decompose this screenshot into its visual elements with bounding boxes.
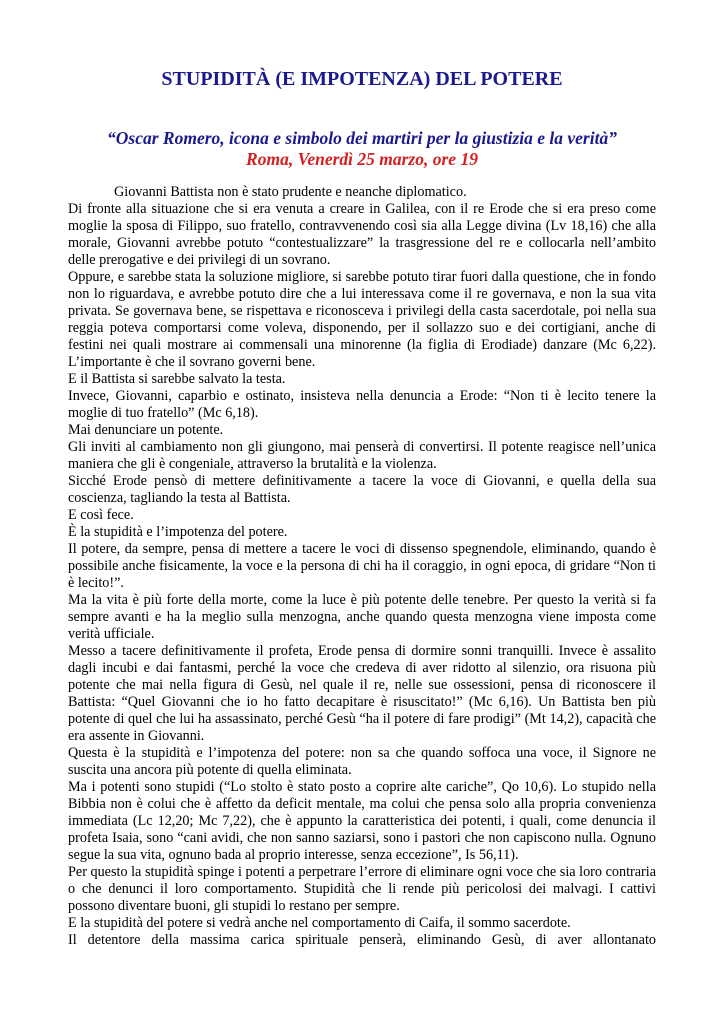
paragraph: Mai denunciare un potente.: [68, 422, 224, 438]
paragraph: Il detentore della massima carica spirituale penserà, eliminando Gesù, di aver allontanato: [68, 932, 656, 948]
paragraph: Oppure, e sarebbe stata la soluzione migliore, si sarebbe potuto tirar fuori dalla questione, che in fondo non lo riguardava, e avrebbe potuto dire che a lui interessava come il re governava, e non la sua vita privata. Se governava bene, se rispettava e riconosceva i privilegi della casta sacerdotale, poi nella sua reggia poteva comportarsi come voleva, disponendo, per il sollazzo suo e dei cortigiani, anche di festini nei quali mostrare ai commensali una minorenne (la figlia di Erodiade) danzare (Mc 6,22). L’importante è che il sovrano governi bene.: [68, 269, 656, 370]
paragraph: E così fece.: [68, 507, 134, 523]
paragraph: Sicché Erode pensò di mettere definitivamente a tacere la voce di Giovanni, e quella della sua coscienza, tagliando la testa al Battista.: [68, 473, 656, 506]
paragraph: Di fronte alla situazione che si era venuta a creare in Galilea, con il re Erode che si era preso come moglie la sposa di Filippo, suo fratello, contravvenendo così sia alla Legge divina (Lv 18,16) che alla morale, Giovanni avrebbe potuto “contestualizzare” la trasgressione del re e collocarla nell’ambito delle prerogative e dei privilegi di un sovrano.: [68, 201, 656, 268]
paragraph: Messo a tacere definitivamente il profeta, Erode pensa di dormire sonni tranquilli. Invece è assalito dagli incubi e dai fantasmi, perché la voce che credeva di aver ridotto al silenzio, ora risuona più potente che mai nella figura di Gesù, nel quale il re, nelle sue ossessioni, pensa di riconoscere il Battista: “Quel Giovanni che io ho fatto decapitare è risuscitato!” (Mc 6,16). Un Battista ben più potente di quel che lui ha assassinato, perché Gesù “ha il potere di fare prodigi” (Mt 14,2), capacità che era assente in Giovanni.: [68, 643, 656, 744]
paragraph: Giovanni Battista non è stato prudente e neanche diplomatico.: [114, 184, 467, 200]
document-subtitle: “Oscar Romero, icona e simbolo dei martiri per la giustizia e la verità”: [107, 128, 617, 148]
paragraph: Gli inviti al cambiamento non gli giungono, mai penserà di convertirsi. Il potente reagisce nell’unica maniera che gli è congeniale, attraverso la brutalità e la violenza.: [68, 439, 656, 472]
paragraph: È la stupidità e l’impotenza del potere.: [68, 524, 288, 540]
document-title: STUPIDITÀ (E IMPOTENZA) DEL POTERE: [161, 68, 563, 90]
paragraph: Invece, Giovanni, caparbio e ostinato, insisteva nella denuncia a Erode: “Non ti è lecito tenere la moglie di tuo fratello” (Mc 6,18).: [68, 388, 656, 421]
body-text: [68, 184, 656, 949]
paragraph: Il potere, da sempre, pensa di mettere a tacere le voci di dissenso spegnendole, eliminando, quando è possibile anche fisicamente, la voce e la persona di chi ha il coraggio, in ogni epoca, di gridare “Non ti è lecito!”.: [68, 541, 656, 591]
paragraph: E la stupidità del potere si vedrà anche nel comportamento di Caifa, il sommo sacerdote.: [68, 915, 571, 931]
paragraph: E il Battista si sarebbe salvato la testa.: [68, 371, 286, 387]
paragraph: Questa è la stupidità e l’impotenza del potere: non sa che quando soffoca una voce, il Signore ne suscita una ancora più potente di quella eliminata.: [68, 745, 656, 778]
paragraph: Per questo la stupidità spinge i potenti a perpetrare l’errore di eliminare ogni voce che sia loro contraria o che denunci il loro comportamento. Stupidità che li rende più pericolosi dei malvagi. I cattivi possono diventare buoni, gli stupidi lo restano per sempre.: [68, 864, 656, 914]
paragraph: Ma i potenti sono stupidi (“Lo stolto è stato posto a coprire alte cariche”, Qo 10,6). Lo stupido nella Bibbia non è colui che è affetto da deficit mentale, ma colui che pensa solo alla propria convenienza immediata (Lc 12,20; Mc 7,22), che è appunto la caratteristica dei potenti, i quali, come denuncia il profeta Isaia, sono “cani avidi, che non sanno saziarsi, sono i pastori che non capiscono nulla. Ognuno segue la sua vita, ognuno bada al proprio interesse, senza eccezione”, Is 56,11).: [68, 779, 656, 863]
paragraph: Ma la vita è più forte della morte, come la luce è più potente delle tenebre. Per questo la verità si fa sempre avanti e ha la meglio sulla menzogna, anche quando questa menzogna viene imposta come verità ufficiale.: [68, 592, 656, 642]
event-date-line: Roma, Venerdì 25 marzo, ore 19: [246, 149, 478, 169]
